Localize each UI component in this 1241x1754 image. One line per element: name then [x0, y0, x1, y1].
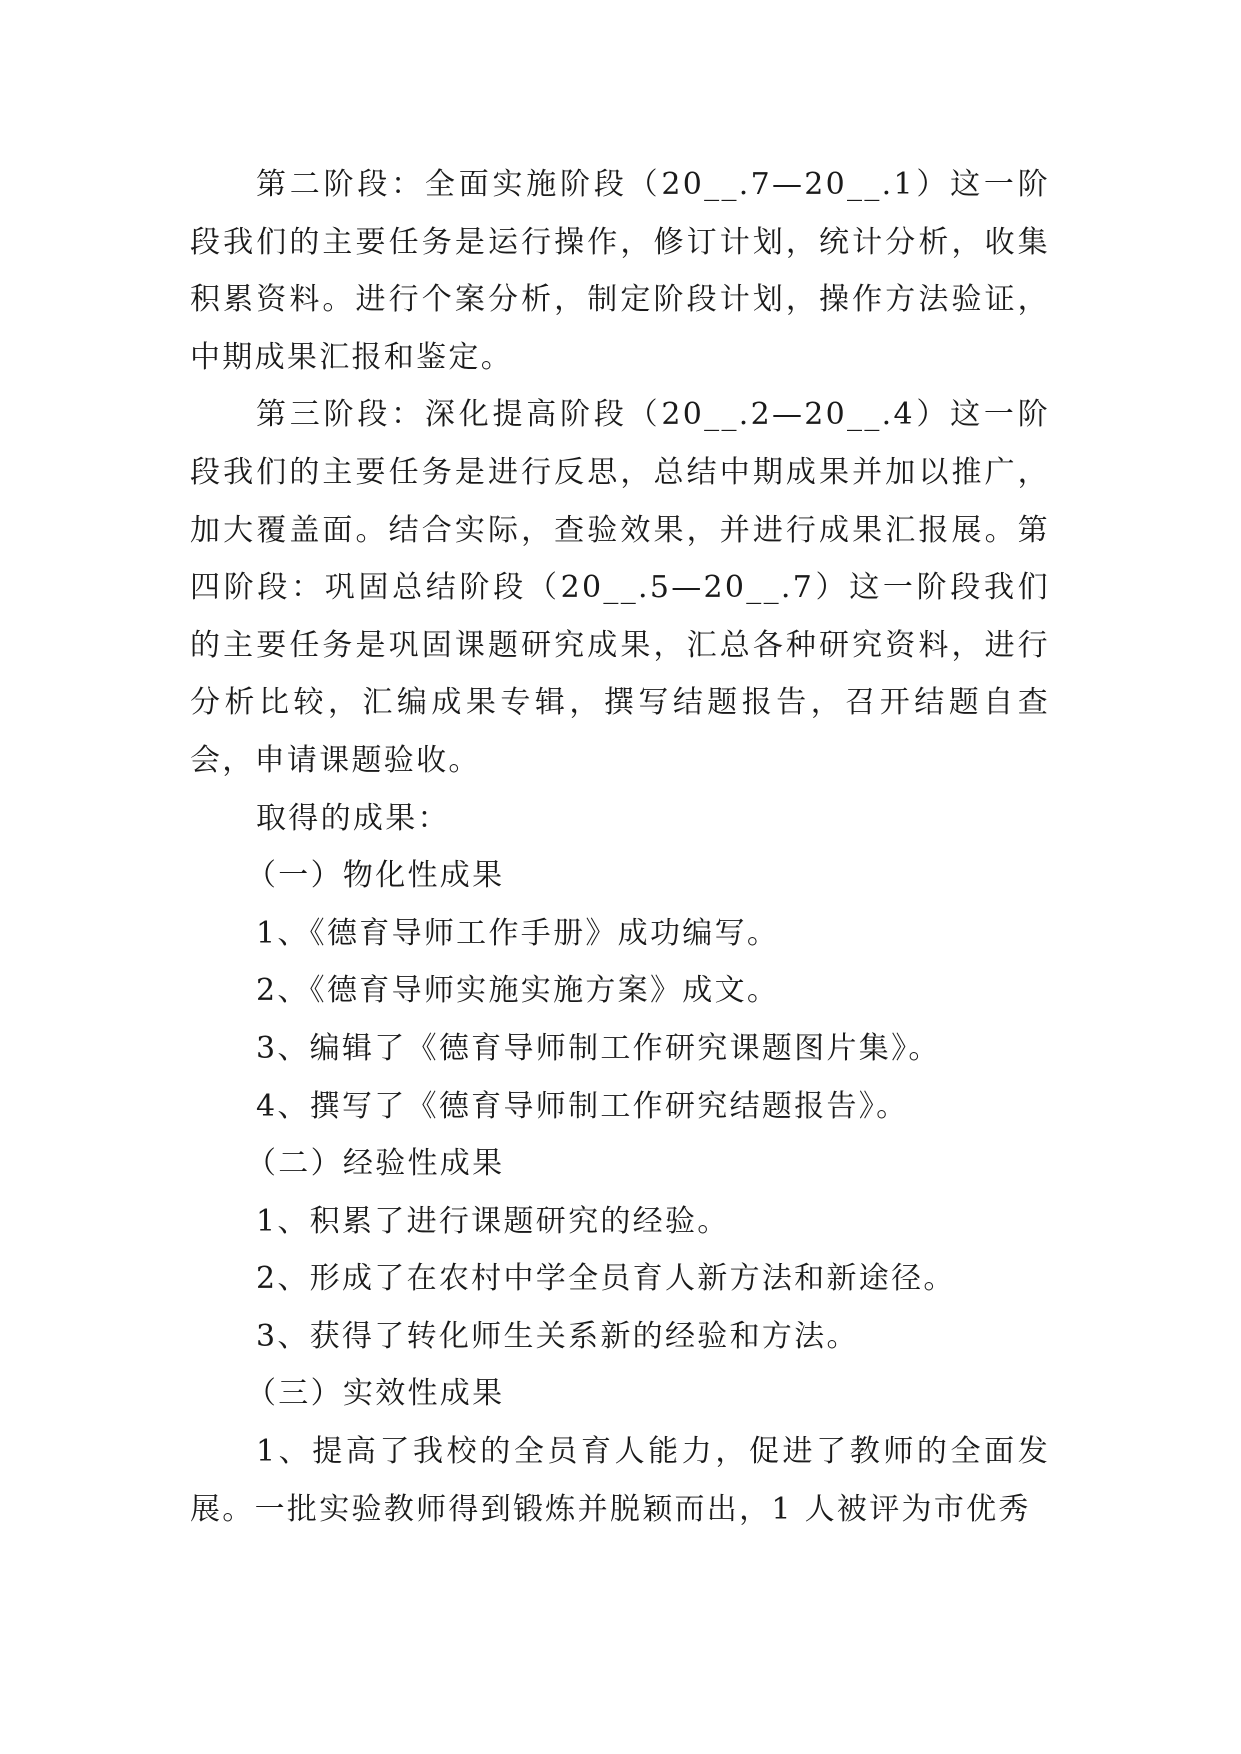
section-heading-experience: （二）经验性成果 [246, 1146, 505, 1182]
section-heading-effectiveness: （三）实效性成果 [246, 1376, 505, 1412]
paragraph-stage-two: 第二阶段：全面实施阶段（20__.7—20__.1）这一阶段我们的主要任务是运行操作，修订计划，统计分析，收集积累资料。进行个案分析，制定阶段计划，操作方法验证，中期成果汇报和鉴定。 [190, 167, 1050, 375]
paragraph-stage-three-four: 第三阶段：深化提高阶段（20__.2—20__.4）这一阶段我们的主要任务是进行反思，总结中期成果并加以推广，加大覆盖面。结合实际，查验效果，并进行成果汇报展。第四阶段：巩固总结阶段（20__.5—20__.7）这一阶段我们的主要任务是巩固课题研究成果，汇总各种研究资料，进行分析比较，汇编成果专辑，撰写结题报告，召开结题自查会，申请课题验收。 [190, 397, 1050, 778]
list-item: 1、积累了进行课题研究的经验。 [256, 1203, 730, 1239]
list-item: 2、《德育导师实施实施方案》成文。 [256, 973, 780, 1009]
list-item: 2、形成了在农村中学全员育人新方法和新途径。 [256, 1261, 956, 1297]
list-item: 1、《德育导师工作手册》成功编写。 [256, 915, 780, 951]
list-item: 3、编辑了《德育导师制工作研究课题图片集》。 [256, 1030, 941, 1066]
paragraph-effectiveness-1: 1、提高了我校的全员育人能力，促进了教师的全面发展。一批实验教师得到锻炼并脱颖而出，1 人被评为市优秀 [190, 1434, 1050, 1527]
section-heading-material: （一）物化性成果 [246, 858, 505, 894]
achievements-heading: 取得的成果： [256, 800, 450, 836]
list-item: 3、获得了转化师生关系新的经验和方法。 [256, 1318, 859, 1354]
list-item: 4、撰写了《德育导师制工作研究结题报告》。 [256, 1088, 909, 1124]
document-body [190, 156, 1050, 1538]
